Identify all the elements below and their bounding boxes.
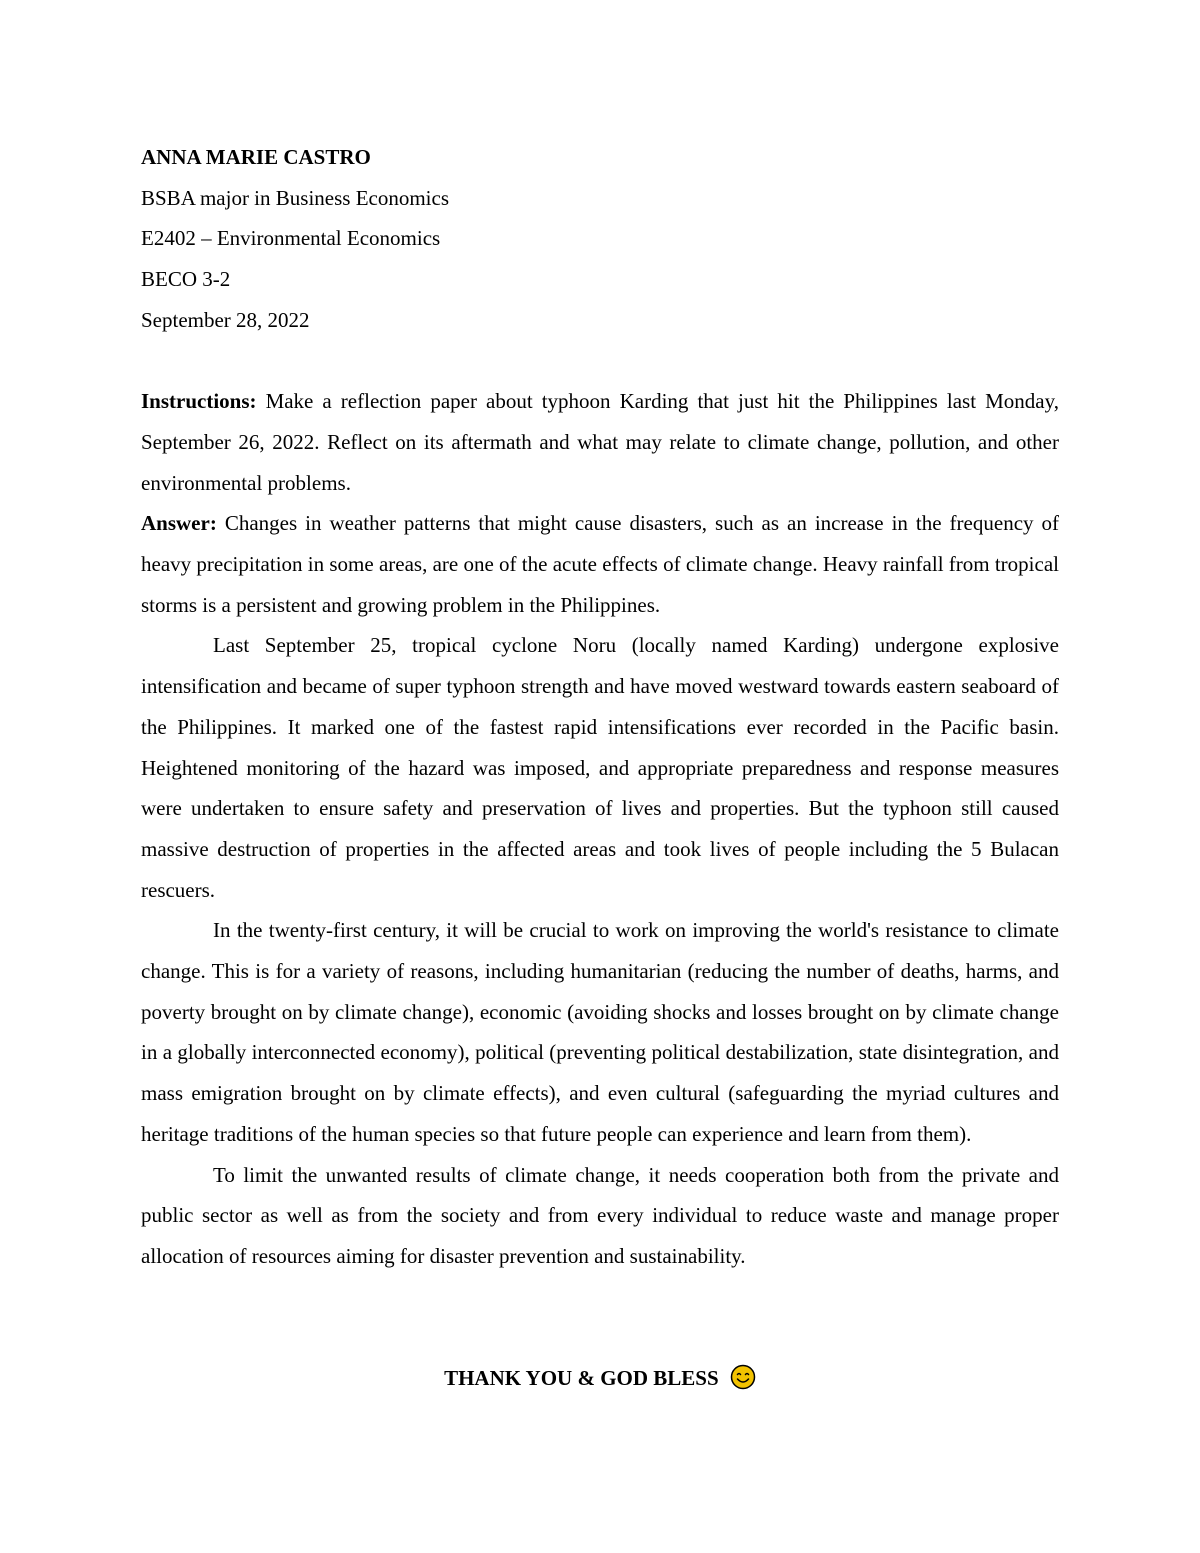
answer-paragraph (141, 503, 1059, 625)
body-paragraph-1: Last September 25, tropical cyclone Noru (locally named Karding) undergone explosive intensification and became of super typhoon strength and have moved westward towards eastern seaboard of the Philippines. It marked one of the fastest rapid intensifications ever recorded in the Pacific basin. Heightened monitoring of the hazard was imposed, and appropriate preparedness and response measures were undertaken to ensure safety and preservation of lives and properties. But the typhoon still caused massive destruction of properties in the affected areas and took lives of people including the 5 Bulacan rescuers. (141, 633, 1059, 902)
body-paragraph-3: To limit the unwanted results of climate change, it needs cooperation both from the private and public sector as well as from the society and from every individual to reduce waste and manage proper allocation of resources aiming for disaster prevention and sustainability. (141, 1162, 1059, 1268)
instructions-label: Instructions: (141, 389, 257, 414)
section-line: BECO 3-2 (141, 267, 231, 292)
program-line: BSBA major in Business Economics (141, 185, 450, 210)
instructions-paragraph (141, 381, 1059, 503)
smiling-face-icon (730, 1364, 756, 1390)
instructions-text: Make a reflection paper about typhoon Karding that just hit the Philippines last Monday, September 26, 2022. Reflect on its aftermath and what may relate to climate change, pollution, and other environmental problems. (141, 389, 1059, 495)
answer-text: Changes in weather patterns that might cause disasters, such as an increase in the frequency of heavy precipitation in some areas, are one of the acute effects of climate change. Heavy rainfall from tropical storms is a persistent and growing problem in the Philippines. (141, 511, 1059, 617)
body-paragraph-2: In the twenty-first century, it will be crucial to work on improving the world's resistance to climate change. This is for a variety of reasons, including humanitarian (reducing the number of deaths, harms, and poverty brought on by climate change), economic (avoiding shocks and losses brought on by climate change in a globally interconnected economy), political (preventing political destabilization, state disintegration, and mass emigration brought on by climate effects), and even cultural (safeguarding the myriad cultures and heritage traditions of the human species so that future people can experience and learn from them). (141, 918, 1059, 1146)
closing-line (0, 1358, 1200, 1398)
date-line: September 28, 2022 (141, 307, 310, 332)
closing-text: THANK YOU & GOD BLESS (444, 1366, 719, 1390)
answer-label: Answer: (141, 511, 217, 536)
spacer (141, 341, 1059, 382)
course-line: E2402 – Environmental Economics (141, 226, 441, 251)
author-name: ANNA MARIE CASTRO (141, 145, 371, 169)
document-body (141, 137, 1059, 1277)
